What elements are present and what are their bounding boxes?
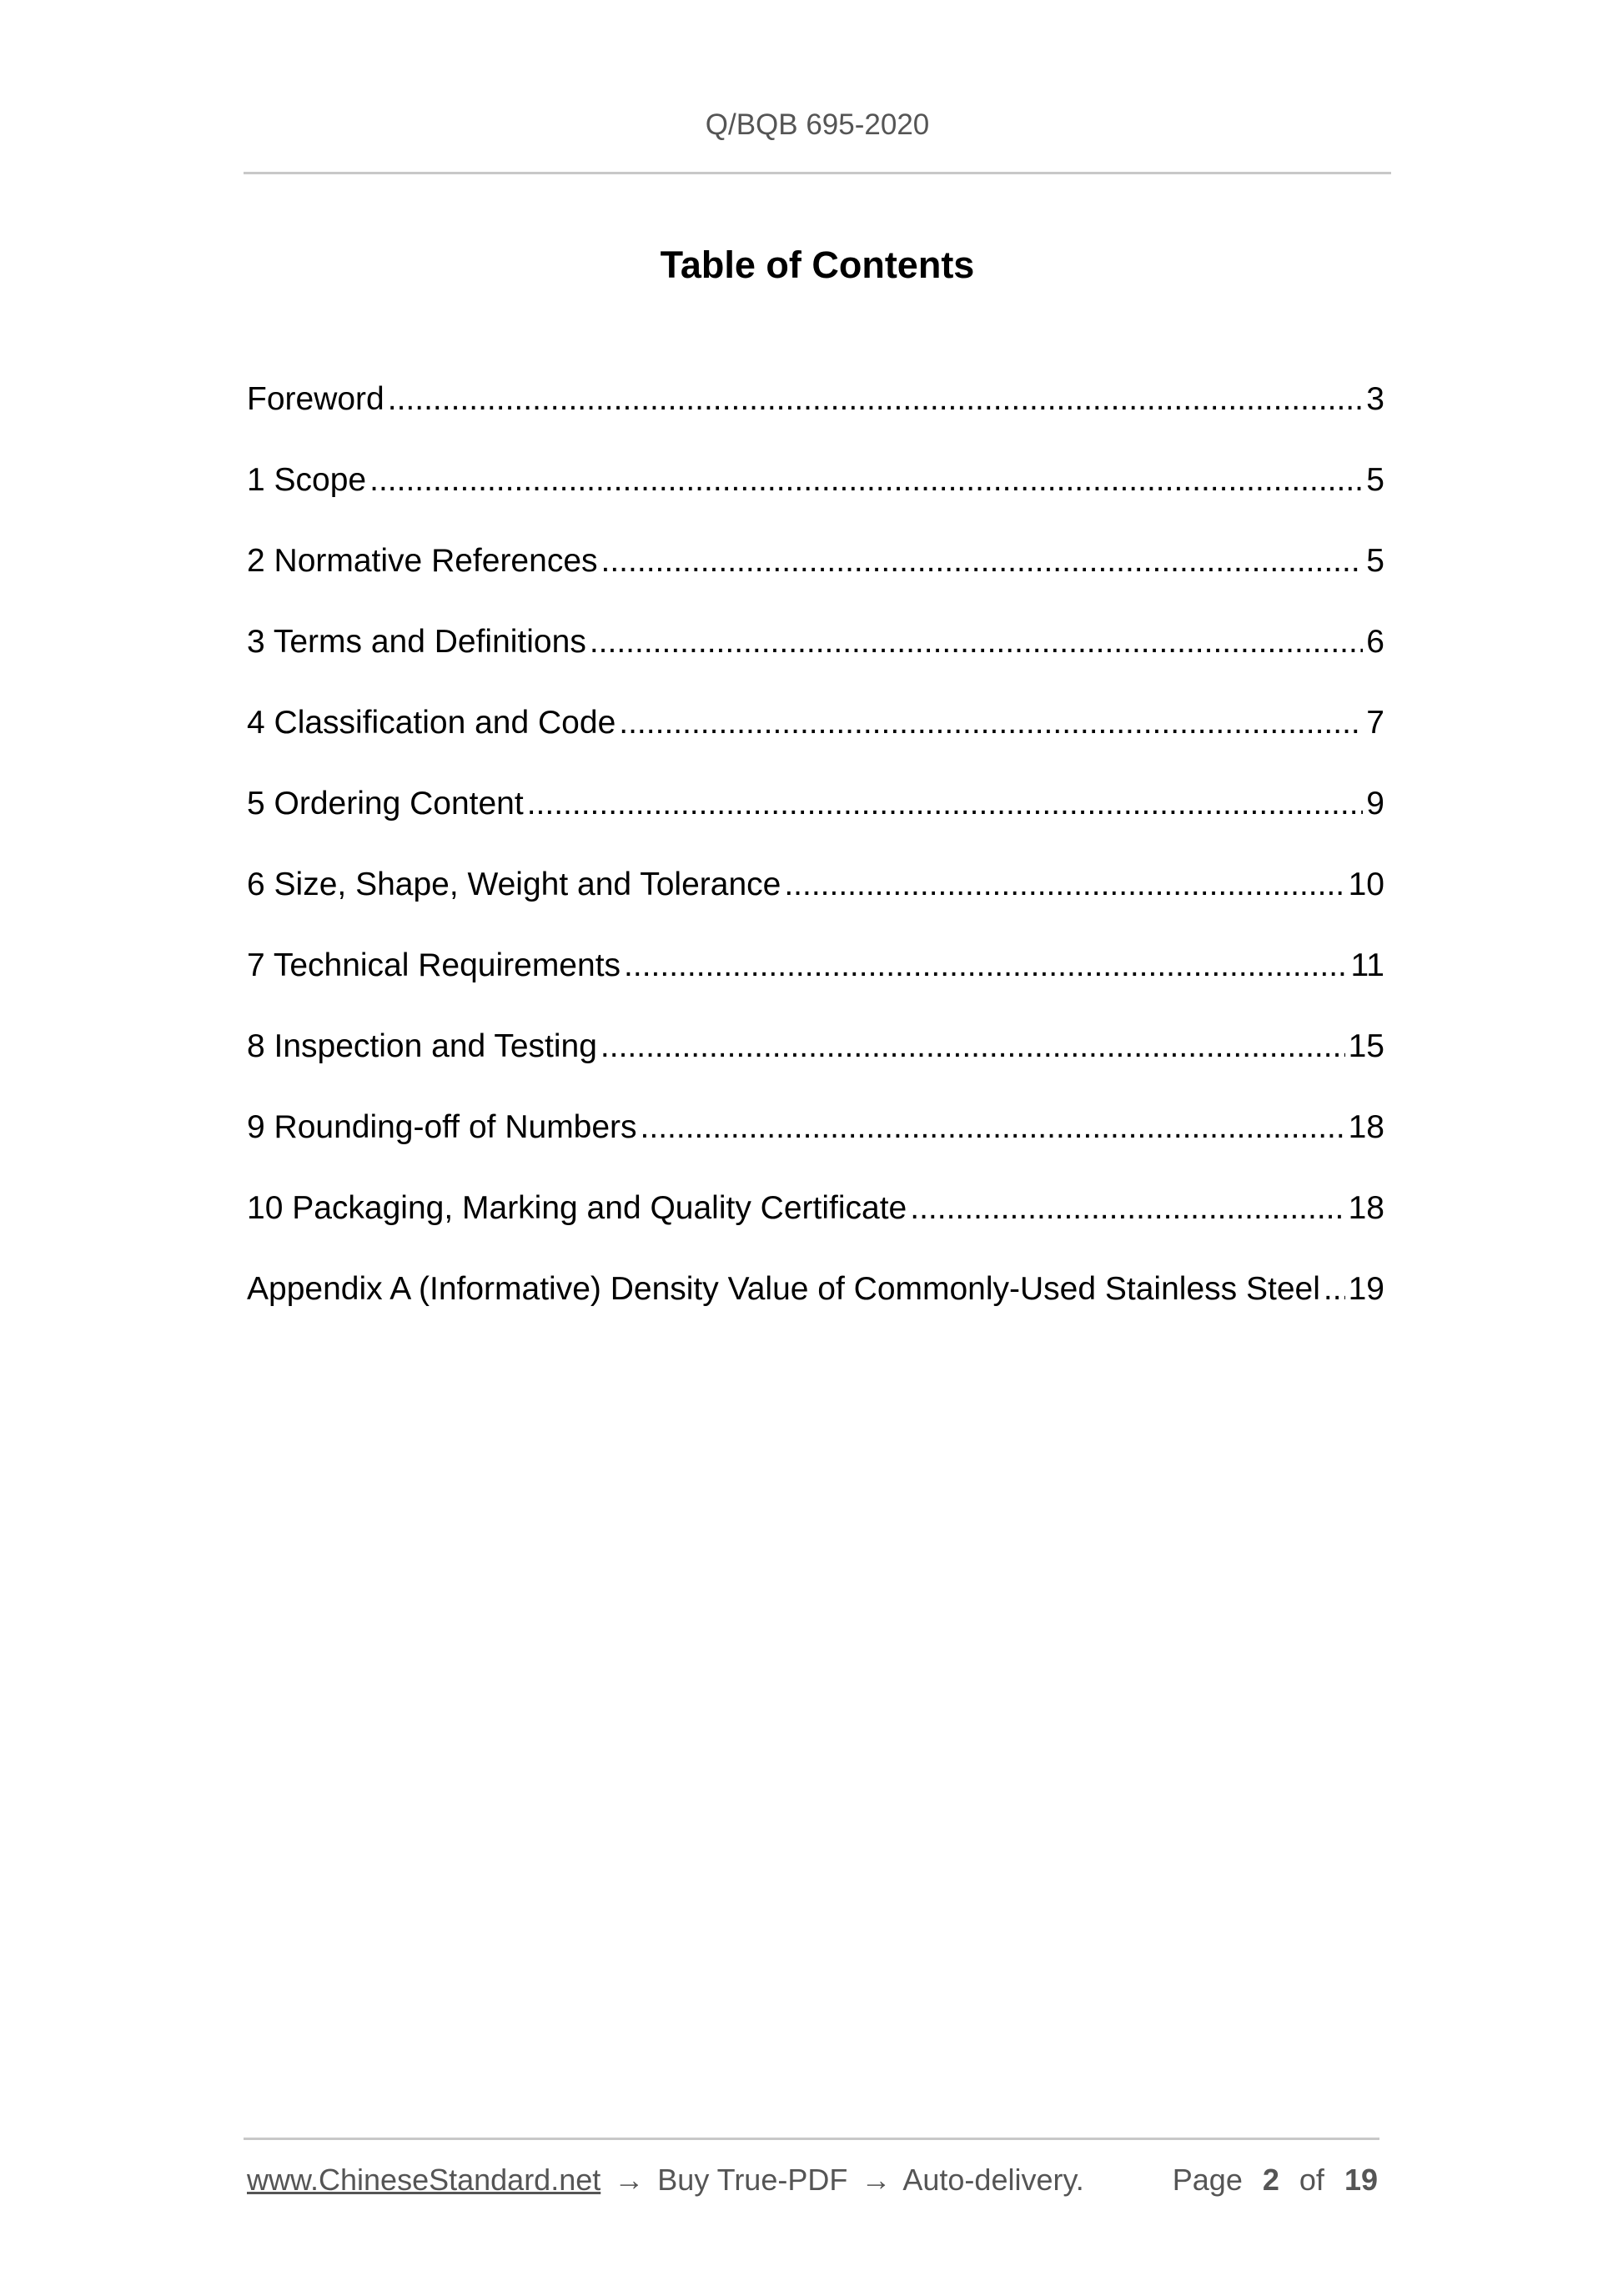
toc-entry-page: 19	[1348, 1271, 1384, 1307]
toc-entry-rounding-off[interactable]	[247, 1108, 1384, 1189]
toc-entry-label: Appendix A (Informative) Density Value of Commonly-Used Stainless Steel	[247, 1271, 1320, 1307]
total-page-count: 19	[1344, 2163, 1378, 2197]
arrow-right-icon: →	[614, 2163, 645, 2197]
toc-entry-page: 7	[1366, 705, 1384, 741]
toc-dot-leader	[388, 380, 1364, 420]
toc-entry-label: 1 Scope	[247, 462, 367, 498]
toc-entry-terms-definitions[interactable]	[247, 623, 1384, 704]
toc-entry-label: 7 Technical Requirements	[247, 947, 621, 983]
toc-dot-leader	[601, 542, 1364, 581]
header-divider	[244, 172, 1391, 174]
toc-dot-leader	[784, 866, 1344, 905]
toc-entry-label: 9 Rounding-off of Numbers	[247, 1109, 637, 1145]
page-number	[1173, 2162, 1378, 2198]
toc-entry-normative-references[interactable]	[247, 542, 1384, 623]
of-word: of	[1299, 2163, 1324, 2197]
toc-dot-leader	[590, 623, 1363, 662]
toc-dot-leader	[910, 1189, 1344, 1228]
toc-entry-packaging-marking[interactable]	[247, 1189, 1384, 1270]
toc-entry-label: 8 Inspection and Testing	[247, 1028, 597, 1064]
toc-dot-leader	[1324, 1270, 1345, 1309]
auto-delivery-text: Auto-delivery.	[902, 2163, 1084, 2197]
toc-entry-ordering-content[interactable]	[247, 785, 1384, 866]
current-page-number: 2	[1262, 2163, 1279, 2197]
toc-entry-inspection-testing[interactable]	[247, 1027, 1384, 1108]
toc-dot-leader	[624, 947, 1347, 986]
toc-entry-label: 4 Classification and Code	[247, 705, 616, 741]
toc-entry-label: Foreword	[247, 381, 384, 417]
footer-promo	[247, 2162, 1084, 2198]
toc-entry-label: 6 Size, Shape, Weight and Tolerance	[247, 867, 781, 902]
toc-entry-page: 5	[1366, 543, 1384, 579]
toc-entry-appendix-a[interactable]	[247, 1270, 1384, 1351]
footer-divider	[244, 2138, 1379, 2140]
toc-entry-size-shape-weight[interactable]	[247, 866, 1384, 947]
toc-entry-page: 9	[1366, 786, 1384, 821]
toc-dot-leader	[619, 704, 1363, 743]
document-code-header: Q/BQB 695-2020	[705, 108, 930, 141]
site-link[interactable]: www.ChineseStandard.net	[247, 2163, 601, 2197]
toc-entry-page: 18	[1348, 1109, 1384, 1145]
toc-dot-leader	[527, 785, 1364, 824]
toc-title: Table of Contents	[660, 244, 975, 286]
toc-entry-label: 3 Terms and Definitions	[247, 624, 586, 660]
toc-dot-leader	[369, 461, 1363, 500]
toc-entry-page: 6	[1366, 624, 1384, 660]
toc-entry-scope[interactable]	[247, 461, 1384, 542]
toc-entry-page: 5	[1366, 462, 1384, 498]
toc-entry-page: 15	[1348, 1028, 1384, 1064]
page-word: Page	[1172, 2163, 1243, 2197]
toc-entry-page: 11	[1350, 947, 1384, 983]
toc-entry-classification-code[interactable]	[247, 704, 1384, 785]
arrow-right-icon: →	[861, 2163, 892, 2197]
toc-list	[247, 380, 1384, 1351]
toc-entry-technical-requirements[interactable]	[247, 947, 1384, 1027]
toc-entry-page: 10	[1348, 867, 1384, 902]
page-footer	[247, 2162, 1378, 2203]
toc-entry-label: 2 Normative References	[247, 543, 598, 579]
toc-entry-label: 10 Packaging, Marking and Quality Certificate	[247, 1190, 907, 1226]
toc-entry-page: 3	[1366, 381, 1384, 417]
toc-entry-label: 5 Ordering Content	[247, 786, 524, 821]
toc-dot-leader	[641, 1108, 1345, 1148]
toc-entry-page: 18	[1348, 1190, 1384, 1226]
toc-entry-foreword[interactable]	[247, 380, 1384, 461]
toc-dot-leader	[600, 1027, 1345, 1067]
buy-pdf-text: Buy True-PDF	[657, 2163, 848, 2197]
